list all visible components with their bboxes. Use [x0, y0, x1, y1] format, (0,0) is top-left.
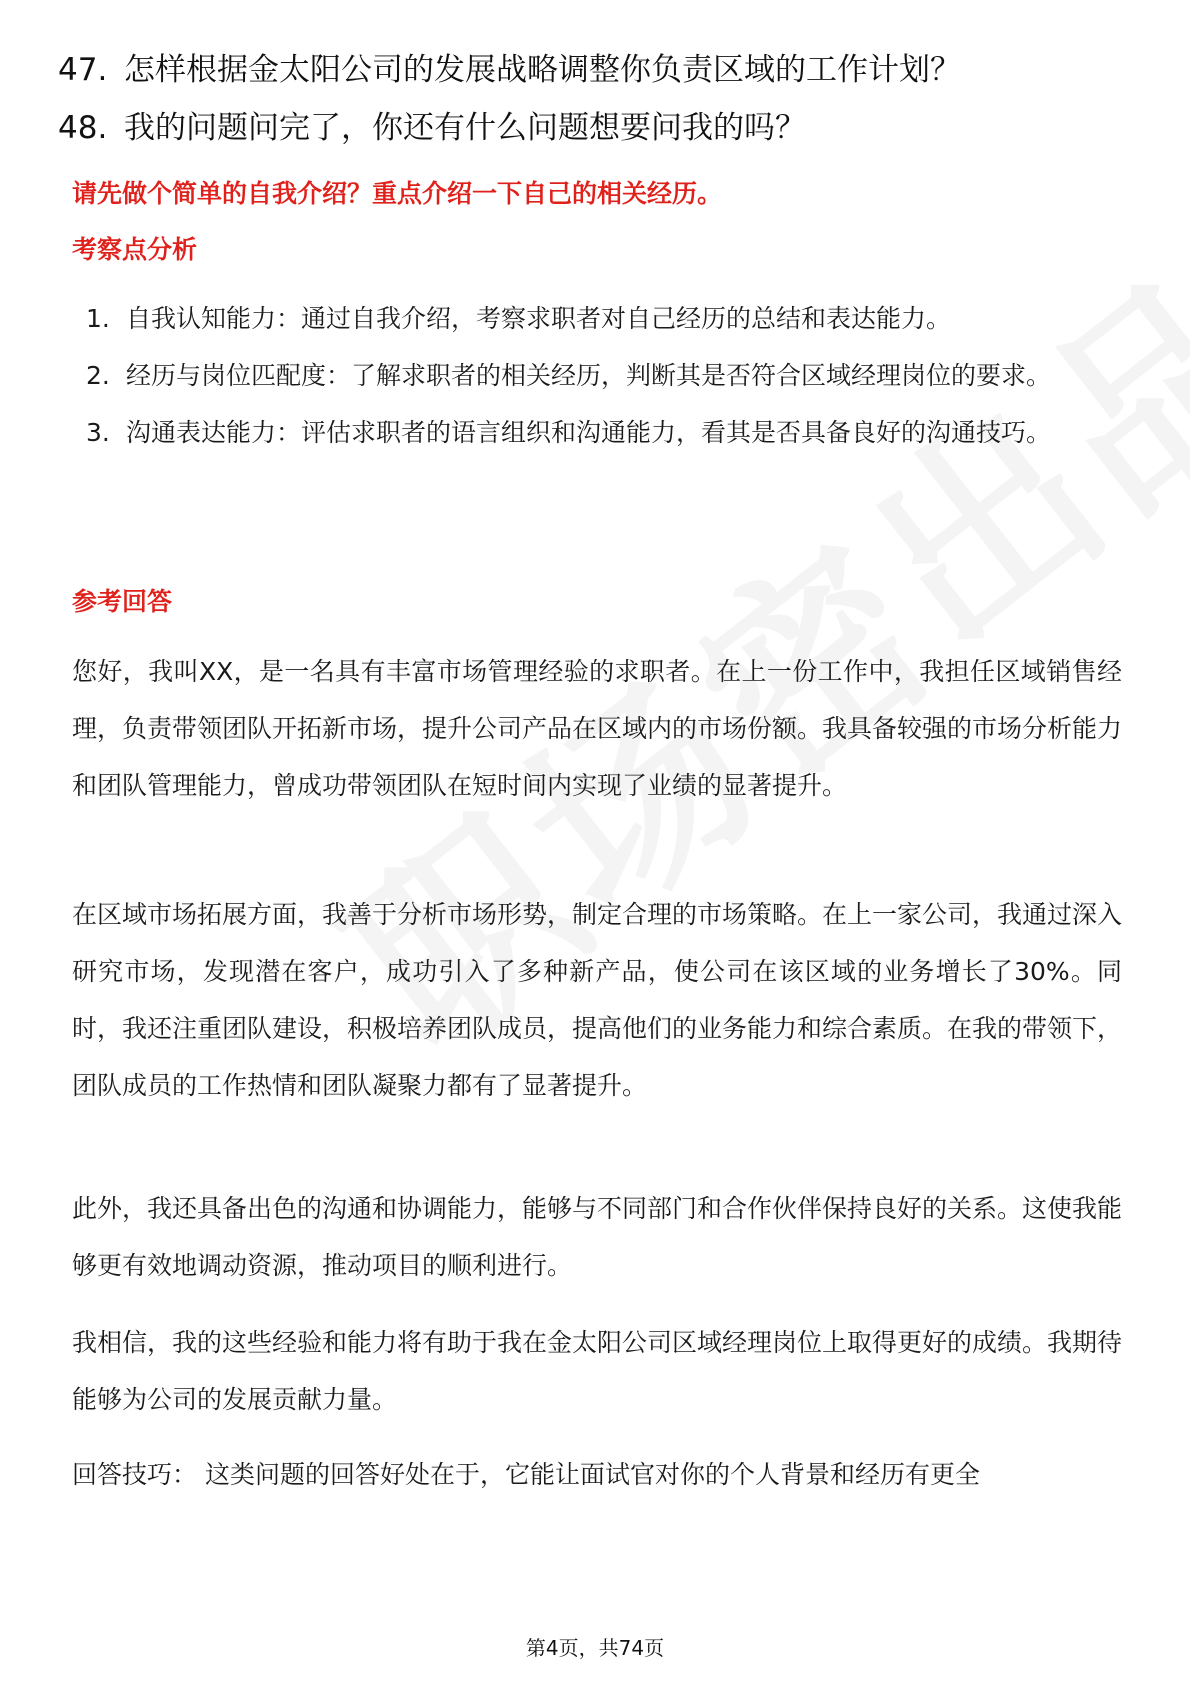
- question-number: 48.: [58, 110, 108, 146]
- list-number: 3.: [86, 418, 110, 447]
- answer-paragraph-2: 在区域市场拓展方面，我善于分析市场形势，制定合理的市场策略。在上一家公司，我通过深入研究市场，发现潜在客户，成功引入了多种新产品，使公司在该区域的业务增长了30%。同时，我还注重团队建设，积极培养团队成员，提高他们的业务能力和综合素质。在我的带领下，团队成员的工作热情和团队凝聚力都有了显著提升。: [72, 900, 1123, 1100]
- list-item: [86, 404, 1136, 461]
- answer-paragraph-3: 此外，我还具备出色的沟通和协调能力，能够与不同部门和合作伙伴保持良好的关系。这使我能够更有效地调动资源，推动项目的顺利进行。: [72, 1194, 1123, 1280]
- question-47: [58, 48, 961, 92]
- analysis-heading: 考察点分析: [72, 235, 198, 264]
- question-text: 我的问题问完了，你还有什么问题想要问我的吗？: [124, 110, 806, 146]
- answer-paragraph-4: 我相信，我的这些经验和能力将有助于我在金太阳公司区域经理岗位上取得更好的成绩。我期待能够为公司的发展贡献力量。: [72, 1328, 1123, 1414]
- page-footer: 第4页，共74页: [525, 1636, 665, 1660]
- list-text: 沟通表达能力：评估求职者的语言组织和沟通能力，看其是否具备良好的沟通技巧。: [126, 418, 1052, 447]
- question-number: 47.: [58, 52, 108, 88]
- list-number: 2.: [86, 361, 110, 390]
- answer-paragraph-1: 您好，我叫XX，是一名具有丰富市场管理经验的求职者。在上一份工作中，我担任区域销售经理，负责带领团队开拓新市场，提升公司产品在区域内的市场份额。我具备较强的市场分析能力和团队管理能力，曾成功带领团队在短时间内实现了业绩的显著提升。: [72, 657, 1123, 800]
- answer-heading: 参考回答: [72, 587, 173, 616]
- list-item: [86, 347, 1136, 404]
- list-item: [86, 290, 1136, 347]
- section-title: 请先做个简单的自我介绍？重点介绍一下自己的相关经历。: [72, 179, 723, 208]
- question-48: [58, 106, 806, 150]
- answer-tips: 回答技巧： 这类问题的回答好处在于，它能让面试官对你的个人背景和经历有更全: [72, 1460, 980, 1489]
- analysis-list: [86, 290, 1136, 461]
- list-text: 经历与岗位匹配度：了解求职者的相关经历，判断其是否符合区域经理岗位的要求。: [126, 361, 1052, 390]
- question-text: 怎样根据金太阳公司的发展战略调整你负责区域的工作计划？: [124, 52, 961, 88]
- list-text: 自我认知能力：通过自我介绍，考察求职者对自己经历的总结和表达能力。: [126, 304, 952, 333]
- list-number: 1.: [86, 304, 110, 333]
